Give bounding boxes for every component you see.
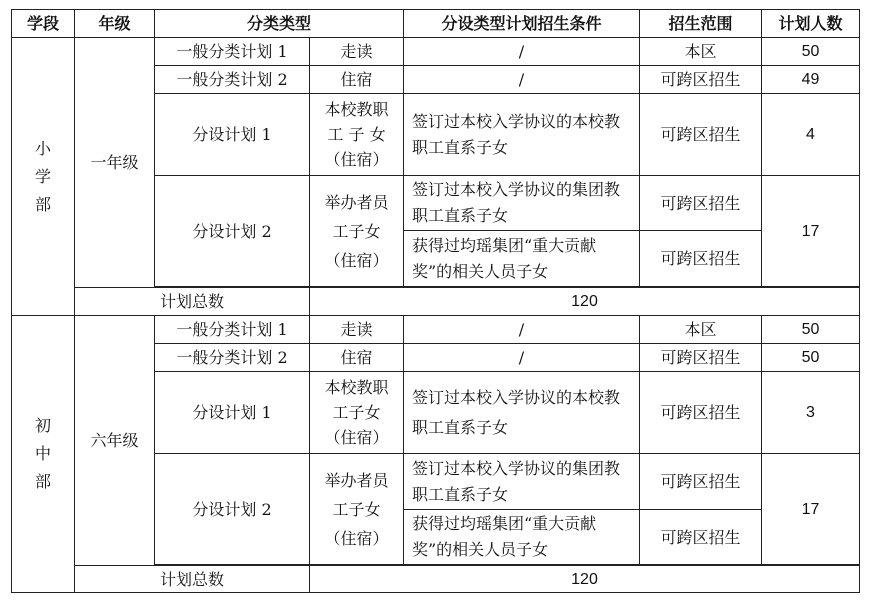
total-value: 120	[310, 566, 860, 593]
plan-count: 17	[762, 176, 860, 287]
plan-scope: 本区	[640, 38, 762, 66]
plan-scope: 本区	[640, 316, 762, 344]
plan-type: 住宿	[310, 66, 404, 94]
plan-name: 一般分类计划 1	[155, 38, 310, 66]
header-stage: 学段	[12, 10, 75, 38]
plan-scope: 可跨区招生	[640, 510, 762, 565]
stage-middle: 初 中 部	[12, 316, 75, 593]
plan-name: 分设计划 1	[155, 372, 310, 454]
header-scope: 招生范围	[640, 10, 762, 38]
plan-condition: 获得过均瑶集团“重大贡献奖”的相关人员子女	[404, 510, 640, 565]
plan-scope: 可跨区招生	[640, 66, 762, 94]
table-row	[12, 38, 860, 66]
header-row	[12, 10, 860, 38]
plan-name: 分设计划 2	[155, 454, 310, 565]
enrollment-plan-table-wrapper	[11, 9, 860, 593]
stage-primary: 小 学 部	[12, 38, 75, 316]
grade-middle: 六年级	[75, 316, 155, 566]
plan-condition: 签订过本校入学协议的集团教职工直系子女	[404, 176, 640, 231]
plan-type: 走读	[310, 316, 404, 344]
plan-scope: 可跨区招生	[640, 231, 762, 287]
plan-name: 一般分类计划 2	[155, 344, 310, 372]
total-row	[12, 566, 860, 593]
plan-count: 50	[762, 38, 860, 66]
plan-name: 分设计划 2	[155, 176, 310, 287]
plan-condition: /	[404, 316, 640, 344]
plan-scope: 可跨区招生	[640, 454, 762, 510]
plan-scope: 可跨区招生	[640, 176, 762, 231]
plan-count: 17	[762, 454, 860, 565]
plan-count: 49	[762, 66, 860, 94]
plan-count: 4	[762, 94, 860, 176]
plan-condition: 签订过本校入学协议的本校教职工直系子女	[404, 94, 640, 176]
plan-name: 一般分类计划 1	[155, 316, 310, 344]
plan-type: 举办者员 工子女 （住宿）	[310, 176, 404, 287]
header-plan-type: 分类类型	[155, 10, 404, 38]
plan-scope: 可跨区招生	[640, 372, 762, 454]
total-label: 计划总数	[75, 566, 310, 593]
plan-name: 分设计划 1	[155, 94, 310, 176]
header-condition: 分设类型计划招生条件	[404, 10, 640, 38]
plan-scope: 可跨区招生	[640, 344, 762, 372]
plan-condition: 获得过均瑶集团“重大贡献奖”的相关人员子女	[404, 231, 640, 287]
plan-condition: 签订过本校入学协议的本校教职工直系子女	[404, 372, 640, 454]
plan-condition: /	[404, 344, 640, 372]
plan-scope: 可跨区招生	[640, 94, 762, 176]
total-row	[12, 288, 860, 316]
plan-name: 一般分类计划 2	[155, 66, 310, 94]
grade-primary: 一年级	[75, 38, 155, 288]
header-grade: 年级	[75, 10, 155, 38]
plan-condition: /	[404, 66, 640, 94]
table-row	[12, 316, 860, 344]
enrollment-plan-table	[11, 9, 860, 593]
plan-type: 住宿	[310, 344, 404, 372]
plan-type: 走读	[310, 38, 404, 66]
plan-count: 50	[762, 344, 860, 372]
plan-type: 举办者员 工子女 （住宿）	[310, 454, 404, 565]
plan-type: 本校教职 工 子 女 （住宿）	[310, 94, 404, 176]
header-count: 计划人数	[762, 10, 860, 38]
plan-count: 50	[762, 316, 860, 344]
plan-condition: /	[404, 38, 640, 66]
plan-type: 本校教职 工子女 （住宿）	[310, 372, 404, 454]
plan-count: 3	[762, 372, 860, 454]
total-value: 120	[310, 288, 860, 316]
plan-condition: 签订过本校入学协议的集团教职工直系子女	[404, 454, 640, 510]
total-label: 计划总数	[75, 288, 310, 316]
